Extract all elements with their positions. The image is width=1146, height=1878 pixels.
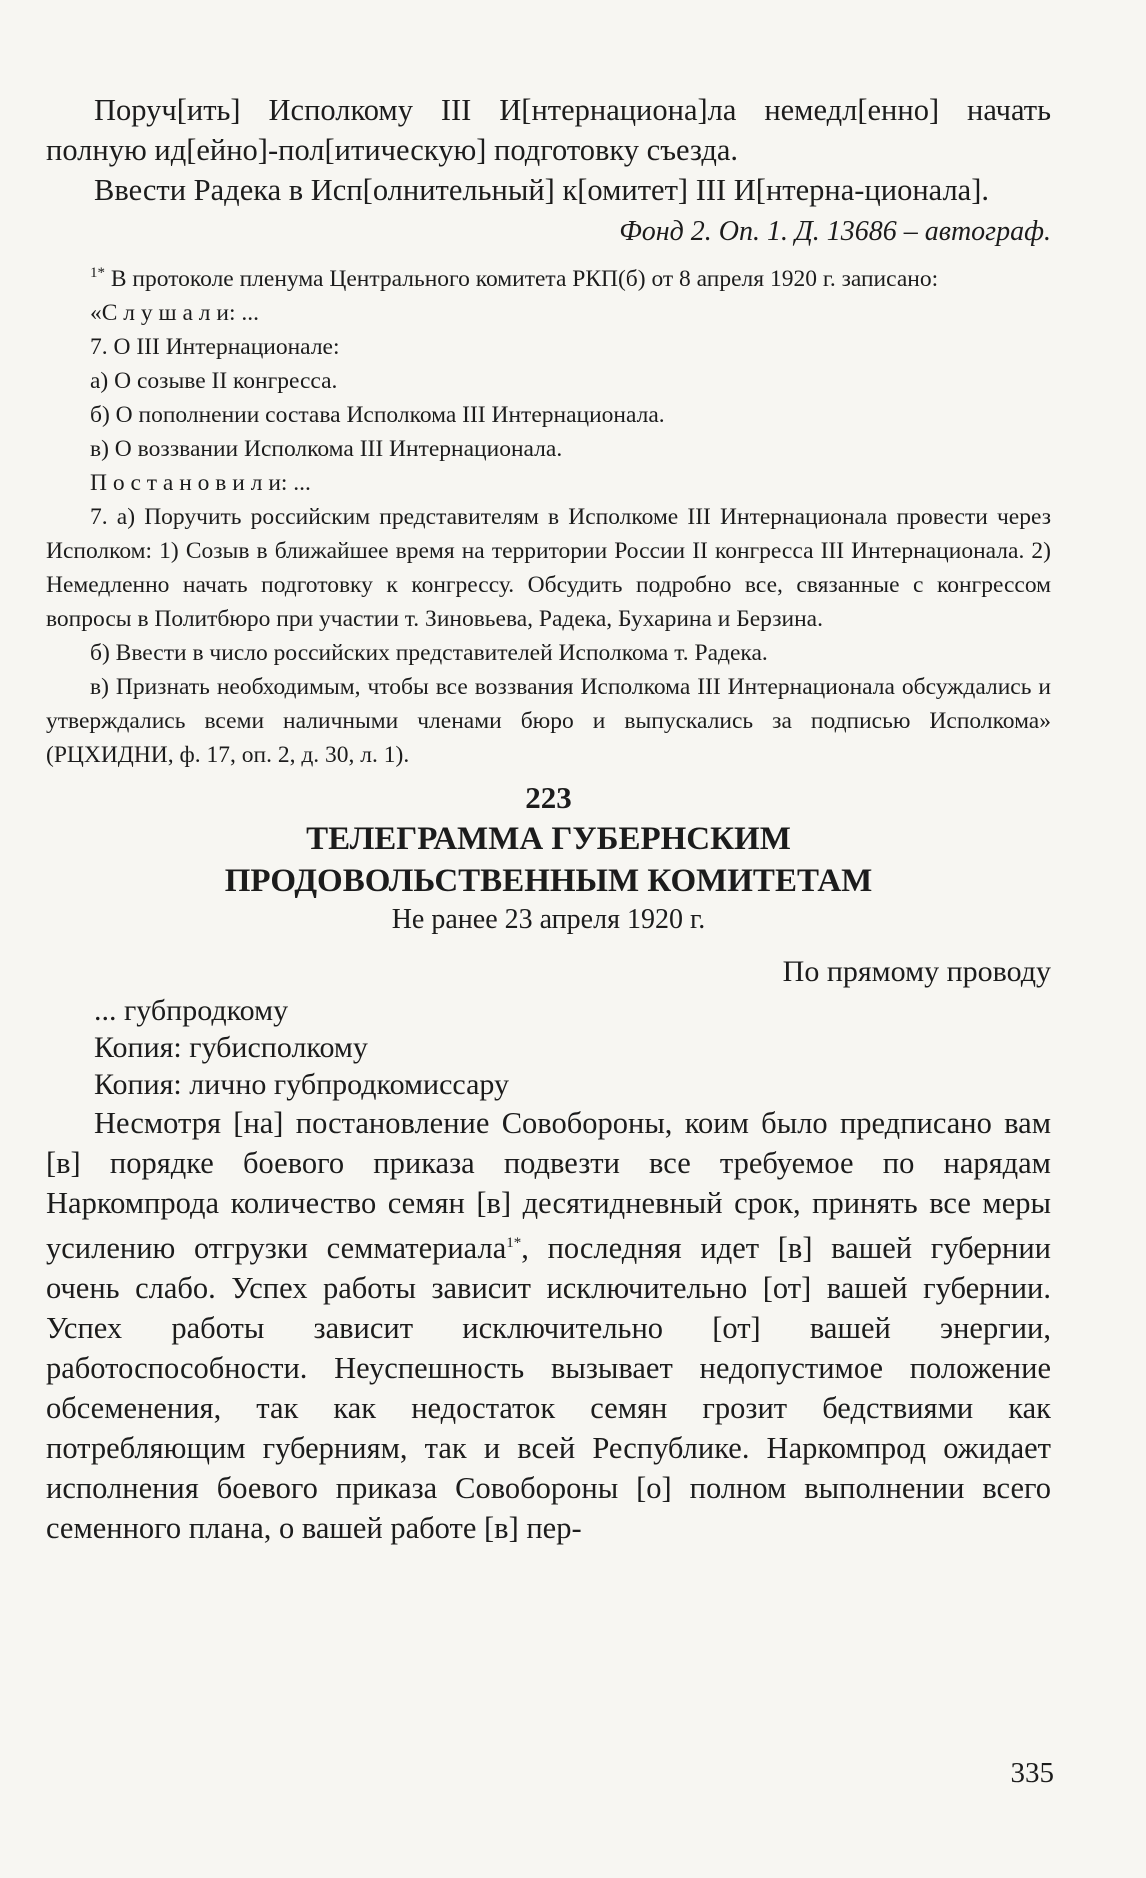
document-title-line-1: ТЕЛЕГРАММА ГУБЕРНСКИМ: [306, 820, 791, 857]
footnote-mark: 1*: [90, 265, 105, 281]
telegram-body-part-1: Несмотря [на] постановление Совобороны, коим было предписано вам [в] порядке боевого приказа подвезти все требуемое по нарядам Наркомпрода количество семян [в] десятидневный срок, принять все меры усилению отгрузки семматериала: [46, 1105, 1051, 1265]
document-title-line-2: ПРОДОВОЛЬСТВЕННЫМ КОМИТЕТАМ: [224, 862, 873, 899]
telegram-body-part-2: , последняя идет [в] вашей губернии очень слабо. Успех работы зависит исключительно [от] вашей губернии. Успех работы зависит исключительно [от] вашей энергии, работоспособности. Неуспешность вызывает недопустимое положение обсеменения, так как недостаток семян грозит бедствиями как потребляющим губерниям, так и всей Республике. Наркомпрод ожидает исполнения боевого приказа Совобороны [о] полном выполнении всего семенного плана, о вашей работе [в] пер-: [46, 1230, 1051, 1545]
footnote-resolution-c: в) Признать необходимым, чтобы все воззвания Исполкома III Интернационала обсуждались и утверждались всеми наличными членами бюро и выпускались за подписью Исполкома» (РЦХИДНИ, ф. 17, оп. 2, д. 30, л. 1).: [46, 673, 1051, 768]
transmission-method: По прямому проводу: [782, 954, 1051, 988]
archive-source: Фонд 2. Оп. 1. Д. 13686 – автограф.: [619, 216, 1051, 247]
telegram-footnote-mark: 1*: [506, 1234, 522, 1251]
text-column: [46, 90, 1051, 1548]
document-number: 223: [525, 779, 572, 815]
footnote-block: [46, 256, 1051, 772]
document-date: Не ранее 23 апреля 1920 г.: [391, 903, 706, 935]
page-number: 335: [1010, 1757, 1054, 1789]
footnote-item-7: 7. О III Интернационале:: [90, 333, 340, 360]
addressee-1: ... губпродкому: [94, 993, 289, 1027]
addressee-2: Копия: губисполкому: [94, 1030, 368, 1064]
footnote-intro: [46, 256, 1051, 296]
telegram-body: [46, 1103, 1051, 1548]
order-paragraph: Поруч[ить] Исполкому III И[нтернациона]ла немедл[енно] начать полную ид[ейно]-пол[итическую] подготовку съезда.: [46, 93, 1051, 167]
footnote-resolution-a: 7. а) Поручить российским представителям в Исполкоме III Интернационала провести через Исполком: 1) Созыв в ближайшее время на территории России II конгресса III Интернационала. 2) Немедленно начать подготовку к конгрессу. Обсудить подробно все, связанные с конгрессом вопросы в Политбюро при участии т. Зиновьева, Радека, Бухарина и Берзина.: [46, 503, 1051, 632]
footnote-item-b: б) О пополнении состава Исполкома III Интернационала.: [90, 401, 665, 428]
footnote-resolved: П о с т а н о в и л и: ...: [90, 469, 311, 496]
radek-paragraph: Ввести Радека в Исп[олнительный] к[омитет] III И[нтерна-ционала].: [94, 173, 989, 207]
footnote-item-c: в) О воззвании Исполкома III Интернационала.: [90, 435, 563, 462]
footnote-item-a: а) О созыве II конгресса.: [90, 367, 338, 394]
footnote-resolution-b: б) Ввести в число российских представителей Исполкома т. Радека.: [90, 639, 768, 666]
footnote-intro-text: В протоколе пленума Центрального комитета РКП(б) от 8 апреля 1920 г. записано:: [105, 265, 939, 292]
footnote-heard: «С л у ш а л и: ...: [90, 299, 260, 326]
addressee-3: Копия: лично губпродкомиссару: [94, 1067, 509, 1101]
